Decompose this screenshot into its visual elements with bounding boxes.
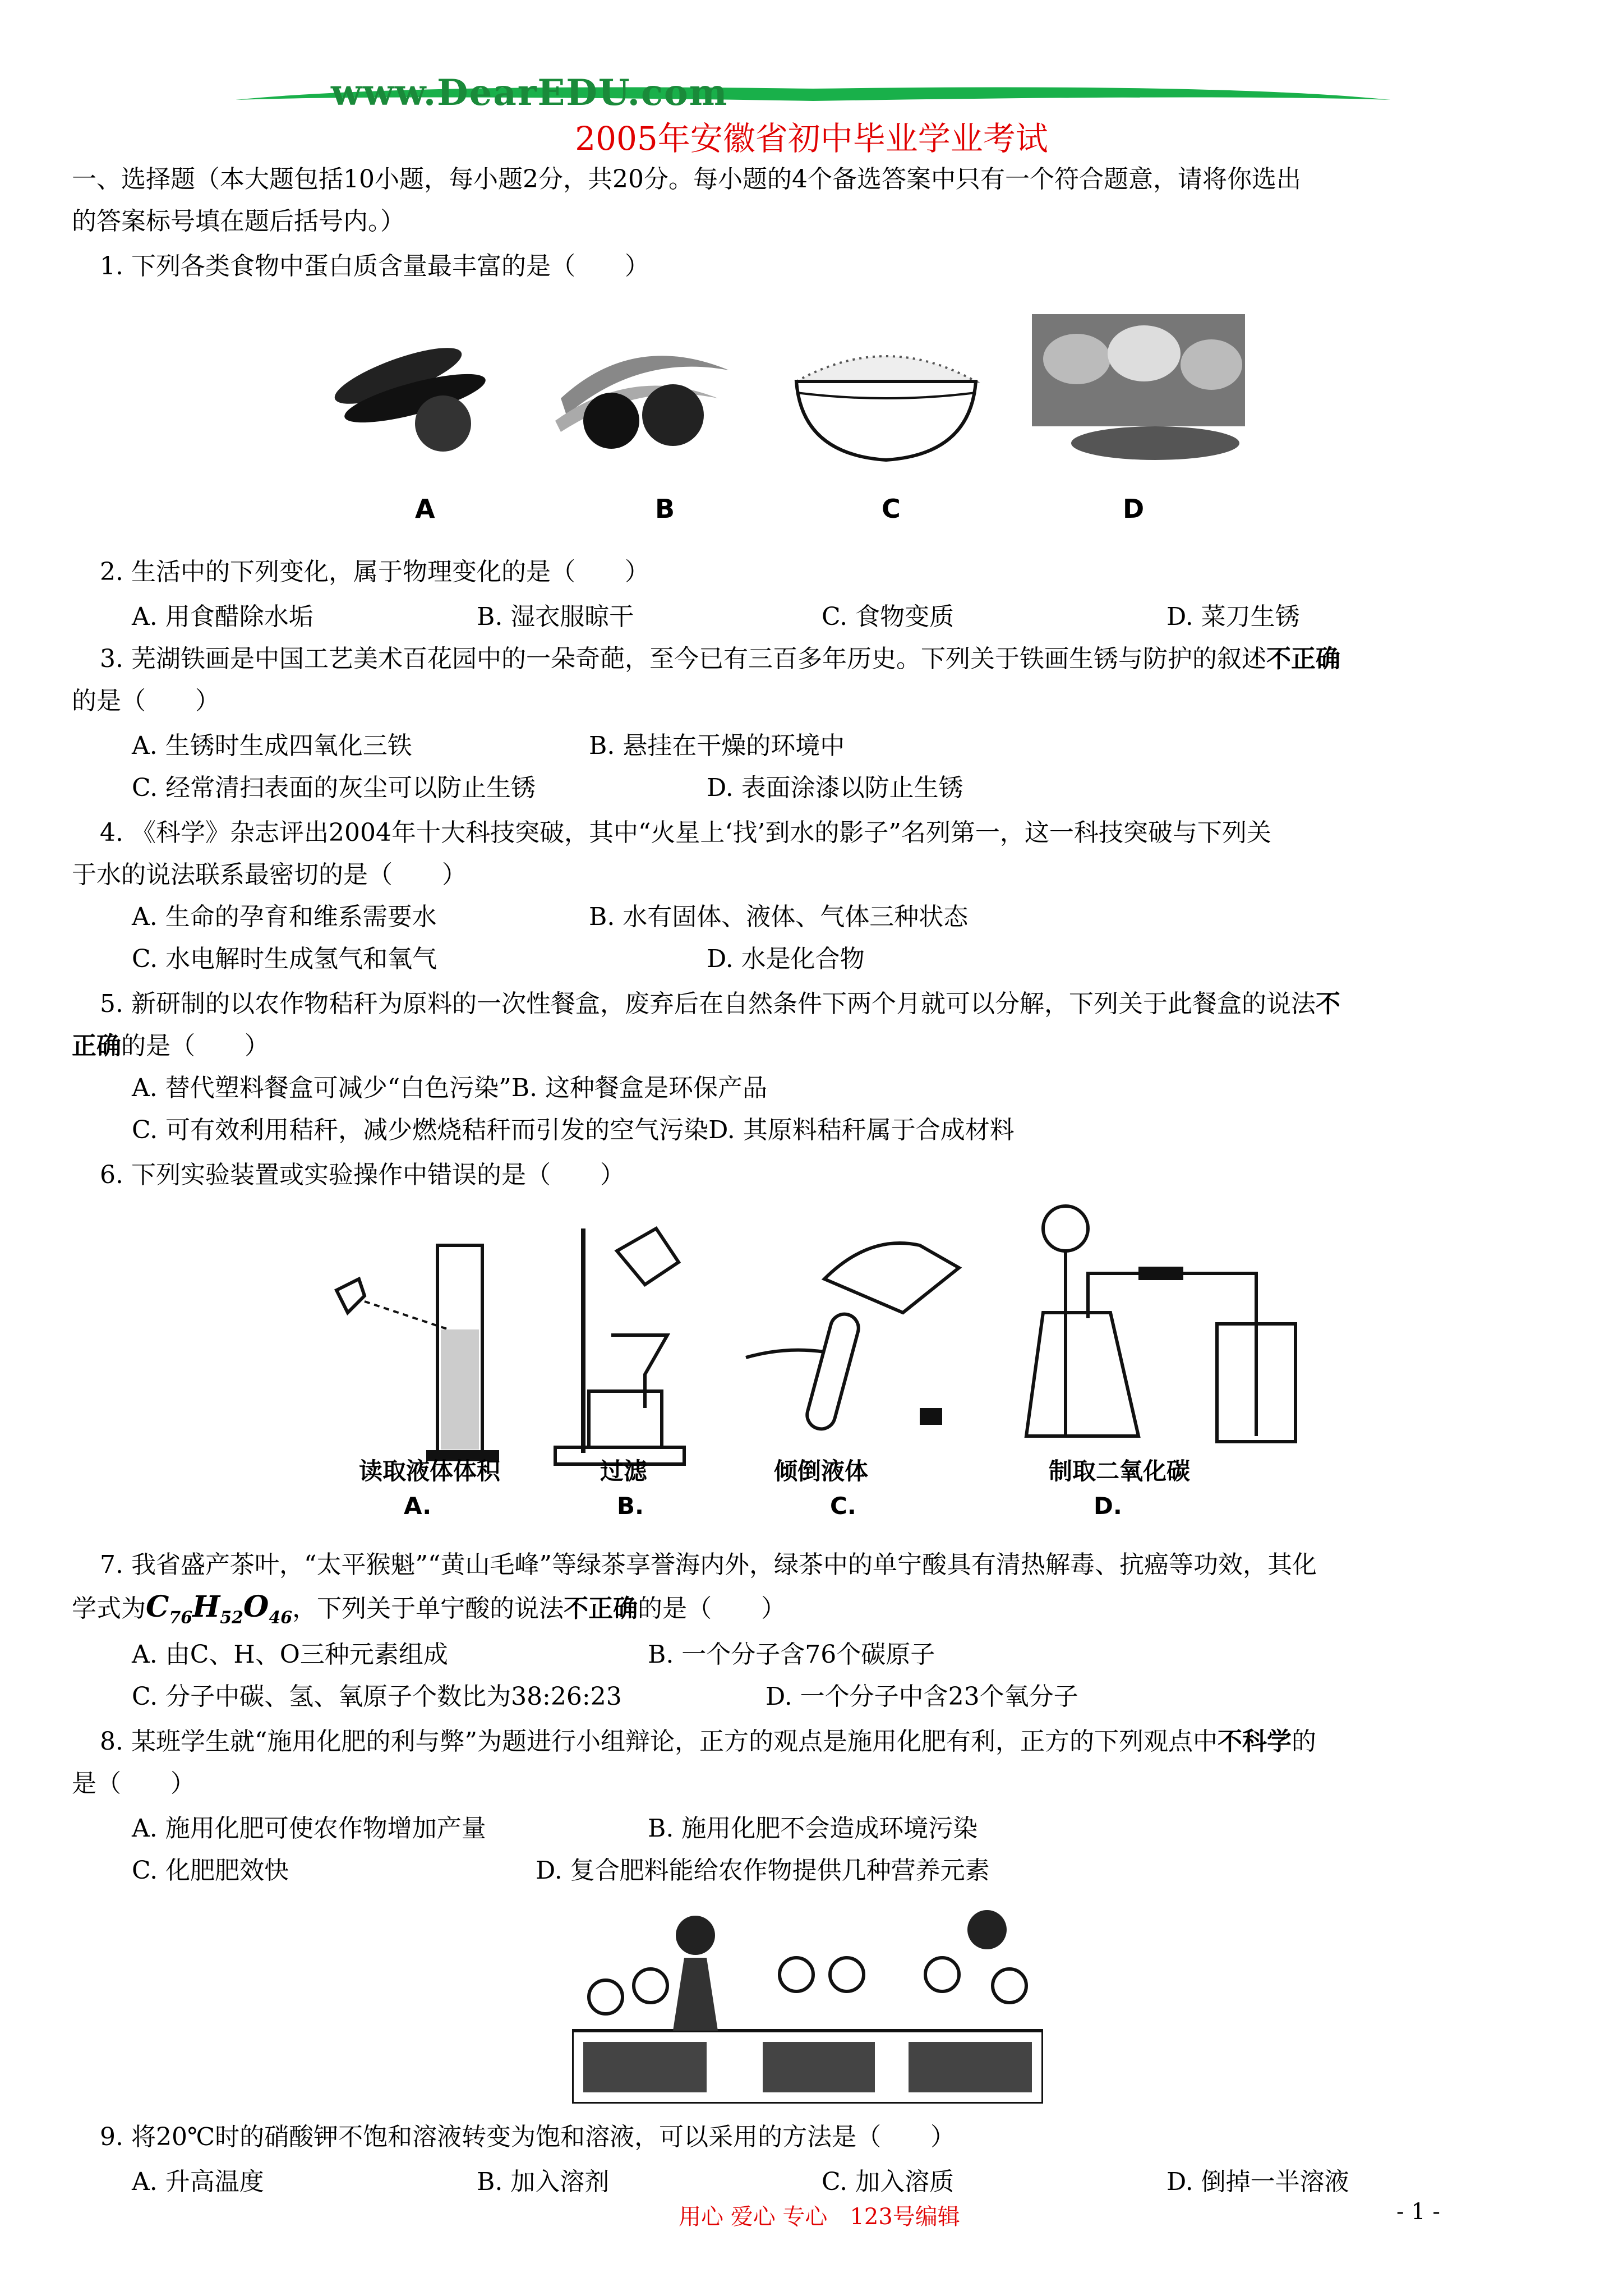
q9-option-b: B. 加入溶剂 xyxy=(477,2168,610,2196)
q3-option-c: C. 经常清扫表面的灰尘可以防止生锈 xyxy=(132,774,536,802)
lab-image-d xyxy=(1004,1200,1318,1481)
q9-option-a: A. 升高温度 xyxy=(132,2168,264,2196)
food-label-a: A xyxy=(415,494,435,524)
question-5-cont: 正确的是（ ） xyxy=(72,1032,269,1060)
q3-option-a: A. 生锈时生成四氧化三铁 xyxy=(132,731,412,760)
lab-image-b xyxy=(550,1206,695,1475)
q7-option-a: A. 由C、H、O三种元素组成 xyxy=(132,1640,448,1669)
q2-option-a: A. 用食醋除水垢 xyxy=(132,602,313,631)
lab-caption-a: 读取液体体积 xyxy=(359,1457,501,1485)
question-6: 6. 下列实验装置或实验操作中错误的是（ ） xyxy=(100,1161,625,1189)
question-4-cont: 于水的说法联系最密切的是（ ） xyxy=(72,861,467,889)
q8-option-d: D. 复合肥料能给农作物提供几种营养元素 xyxy=(536,1856,990,1885)
page-number: - 1 - xyxy=(1396,2199,1440,2225)
q2-option-c: C. 食物变质 xyxy=(822,602,955,631)
q7-option-c: C. 分子中碳、氢、氧原子个数比为38:26:23 xyxy=(132,1682,622,1711)
chemical-formula: $C_{76}H_{52}O_{46}$ xyxy=(146,1590,293,1628)
lab-caption-b: 过滤 xyxy=(600,1457,648,1485)
question-1: 1. 下列各类食物中蛋白质含量最丰富的是（ ） xyxy=(100,252,649,280)
q5-emphasis-b: 正确 xyxy=(72,1032,121,1060)
food-label-c: C xyxy=(882,494,901,524)
q3-option-d: D. 表面涂漆以防止生锈 xyxy=(707,774,963,802)
q4-option-b: B. 水有固体、液体、气体三种状态 xyxy=(589,903,969,931)
food-label-b: B xyxy=(655,494,675,524)
q3-option-b: B. 悬挂在干燥的环境中 xyxy=(589,731,845,760)
q7-option-b: B. 一个分子含76个碳原子 xyxy=(648,1640,935,1669)
lab-label-b: B. xyxy=(617,1492,644,1520)
lab-image-a xyxy=(325,1234,516,1470)
page-title: 2005年安徽省初中毕业学业考试 xyxy=(575,119,1048,158)
q8-option-a: A. 施用化肥可使农作物增加产量 xyxy=(132,1814,486,1843)
q5-emphasis-a: 不 xyxy=(1315,990,1340,1018)
q3-emphasis: 不正确 xyxy=(1266,645,1340,673)
lab-caption-c: 倾倒液体 xyxy=(774,1457,869,1485)
q8-emphasis: 不科学 xyxy=(1217,1727,1292,1756)
q5-option-cd: C. 可有效利用秸秆，减少燃烧秸秆而引发的空气污染D. 其原料秸秆属于合成材料 xyxy=(132,1116,1015,1144)
debate-image xyxy=(572,1902,1043,2104)
food-image-a xyxy=(331,325,505,454)
q2-option-d: D. 菜刀生锈 xyxy=(1166,602,1300,631)
lab-label-d: D. xyxy=(1094,1492,1122,1520)
q8-option-b: B. 施用化肥不会造成环境污染 xyxy=(648,1814,978,1843)
lab-caption-d: 制取二氧化碳 xyxy=(1049,1457,1191,1485)
lab-label-c: C. xyxy=(830,1492,856,1520)
lab-image-c xyxy=(735,1212,970,1458)
question-2: 2. 生活中的下列变化，属于物理变化的是（ ） xyxy=(100,558,649,586)
section-intro-line2: 的答案标号填在题后括号内。） xyxy=(72,207,405,236)
food-label-d: D xyxy=(1123,494,1145,524)
q9-option-d: D. 倒掉一半溶液 xyxy=(1166,2168,1349,2196)
section-intro-line1: 一、选择题（本大题包括10小题，每小题2分，共20分。每小题的4个备选答案中只有一个符合题意，请将你选出 xyxy=(72,165,1301,194)
lab-label-a: A. xyxy=(404,1492,432,1520)
question-5: 5. 新研制的以农作物秸秆为原料的一次性餐盒，废弃后在自然条件下两个月就可以分解，下列关于此餐盒的说法不 xyxy=(100,990,1340,1018)
q4-option-c: C. 水电解时生成氢气和氧气 xyxy=(132,945,437,973)
q4-option-d: D. 水是化合物 xyxy=(707,945,865,973)
food-image-c xyxy=(785,314,987,466)
question-3-cont: 的是（ ） xyxy=(72,687,220,715)
question-8-cont: 是（ ） xyxy=(72,1769,195,1798)
q4-option-a: A. 生命的孕育和维系需要水 xyxy=(132,903,437,931)
q7-option-d: D. 一个分子中含23个氧分子 xyxy=(766,1682,1078,1711)
q5-option-ab: A. 替代塑料餐盒可减少“白色污染”B. 这种餐盒是环保产品 xyxy=(132,1074,768,1102)
q9-option-c: C. 加入溶质 xyxy=(822,2168,955,2196)
question-7: 7. 我省盛产茶叶，“太平猴魁”“黄山毛峰”等绿茶享誉海内外，绿茶中的单宁酸具有清热解毒、抗癌等功效，其化 xyxy=(100,1550,1317,1579)
food-image-d xyxy=(1032,314,1245,477)
question-8: 8. 某班学生就“施用化肥的利与弊”为题进行小组辩论，正方的观点是施用化肥有利，正方的下列观点中不科学的 xyxy=(100,1727,1316,1756)
question-7-cont: 学式为$C_{76}H_{52}O_{46}$，下列关于单宁酸的说法不正确的是（ ） xyxy=(72,1590,786,1628)
food-image-b xyxy=(550,320,735,454)
question-9: 9. 将20℃时的硝酸钾不饱和溶液转变为饱和溶液，可以采用的方法是（ ） xyxy=(100,2123,956,2151)
q8-option-c: C. 化肥肥效快 xyxy=(132,1856,289,1885)
question-4: 4. 《科学》杂志评出2004年十大科技突破，其中“火星上‘找’到水的影子”名列第一，这一科技突破与下列关 xyxy=(100,818,1271,847)
question-3: 3. 芜湖铁画是中国工艺美术百花园中的一朵奇葩，至今已有三百多年历史。下列关于铁画生锈与防护的叙述不正确 xyxy=(100,645,1340,673)
q2-option-b: B. 湿衣服晾干 xyxy=(477,602,634,631)
footer-editor-note: 用心 爱心 专心 123号编辑 xyxy=(679,2204,960,2230)
watermark-logo: www.DearEDU.com xyxy=(331,72,728,114)
q7-emphasis: 不正确 xyxy=(564,1594,638,1623)
